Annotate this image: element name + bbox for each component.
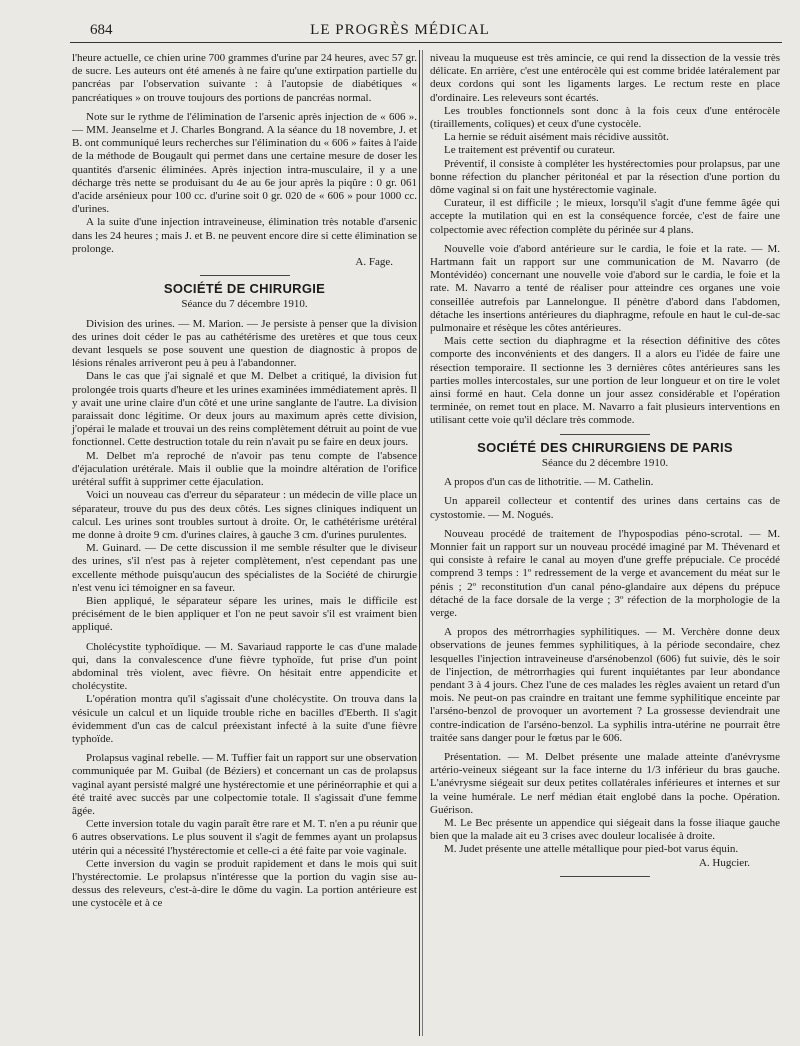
paragraph: M. Guinard. — De cette discussion il me semble résulter que le diviseur des urines, s'il n'est pas à rejeter complètement, n'est cependant pas une excellente méthode puisqu'aucun des spécialistes de la Société de chirurgie n'est venu ici témoigner en sa faveur. [72,542,417,594]
paragraph: La hernie se réduit aisément mais récidive aussitôt. [444,131,669,144]
paragraph: Préventif, il consiste à compléter les hystérectomies pour prolapsus, par une bonne réfection du plancher péritonéal et par la résection d'une portion du dôme vaginal si on fait une hystérectomie vaginale. [430,157,780,197]
paragraph: Prolapsus vaginal rebelle. — M. Tuffier fait un rapport sur une observation communiquée par M. Guibal (de Béziers) et concernant un cas de prolapsus vaginal ayant persisté malgré une hystérectomie et une périnéorraphie et qui a été traité avec succès par une colpectomie totale. Il s'agissait d'une femme âgée. [72,752,417,817]
section-date: Séance du 7 décembre 1910. [181,298,308,311]
paragraph: Nouvelle voie d'abord antérieure sur le cardia, le foie et la rate. — M. Hartmann fait un rapport sur une communication de M. Navarro (de Montévidéo) concernant une nouvelle voie d'abord sur le cardia, le foie et la rate. M. Navarro a tenté de réaliser pour atteindre ces organes une voie conseillée autrefois par Lannelongue. Il pénètre d'abord dans l'abdomen, détache les insertions antérieures du diaphragme, refoule en haut le cul-de-sac pulmonaire et résèque les côtes antérieures. [430,242,780,335]
paragraph: Les troubles fonctionnels sont donc à la fois ceux d'une entérocèle (tiraillements, coliques) et ceux d'une cystocèle. [430,104,780,131]
signature: A. Hugcier. [698,856,750,869]
paragraph: Présentation. — M. Delbet présente une malade atteinte d'anévrysme artério-veineux siégeant sur la face interne du 1/3 inférieur du bras gauche. L'anévrysme siégeait sur deux petites collatérales inférieures et internes et sur la veine humérale. Le nerf médian était englobé dans la poche. Opération. Guérison. [430,750,780,816]
paragraph: Voici un nouveau cas d'erreur du séparateur : un médecin de ville place un séparateur, trouve du pus des deux côtés. Les signes cliniques indiquent un calcul. Les urines sont troubles surtout à droite. Or, le cathétérisme urétéral me donne à droite 9 cm. d'urines claires, à gauche 3 cm. d'urines purulentes. [72,489,417,541]
section-date: Séance du 2 décembre 1910. [541,456,669,469]
paragraph: Bien appliqué, le séparateur sépare les urines, mais le difficile est précisément de le bien appliquer et l'on ne peut savoir s'il est vraiment bien appliqué. [72,594,417,634]
paragraph: Le traitement est préventif ou curateur. [444,144,616,157]
paragraph: M. Judet présente une attelle métallique pour pied-bot varus équin. [444,843,739,856]
paragraph: M. Le Bec présente un appendice qui siégeait dans la fosse iliaque gauche bien que la malade ait eu 3 crises avec douleur localisée à droite. [430,816,780,843]
running-title: LE PROGRÈS MÉDICAL [310,22,490,38]
paragraph: Un appareil collecteur et contentif des urines dans certains cas de cystostomie. — M. Nogués. [430,495,780,521]
paragraph: l'heure actuelle, ce chien urine 700 grammes d'urine par 24 heures, avec 57 gr. de sucre. Les auteurs ont été amenés à ne faire qu'une extirpation partielle du pancréas par l'observation suivante : à l'autopsie de diabétiques « pancréatiques » on trouve toujours des portions de pancréas normal. [72,52,417,104]
page-number: 684 [90,22,113,38]
paragraph: Division des urines. — M. Marion. — Je persiste à penser que la division des urines doit céder le pas au cathétérisme des uretères et que tous ceux devant lesquels se pose souvent une question de diagnostic à propos de lésions rénales arriveront peu à peu à l'abandonner. [72,317,417,370]
column-divider [419,50,420,1036]
paragraph: Note sur le rythme de l'élimination de l'arsenic après injection de « 606 ». — MM. Jeanselme et J. Charles Bongrand. A la séance du 18 novembre, J. et B. ont communiqué leurs recherches sur l'élimination du « 606 » faites à l'aide de la méthode de Bougault qui permet dans une certaine mesure de doser les quantités d'arsenic éliminées. Après injection intra-musculaire, il y a une décharge très nette se produisant du 4e au 6e jour après la piqûre : 0 gr. 061 d'acide arsénieux pour 100 cc. d'urine soit 0 gr. 020 de « 606 » pour 1000 cc. d'urines. [72,110,417,216]
paragraph: niveau la muqueuse est très amincie, ce qui rend la dissection de la vessie très délicate. En arrière, c'est une entérocèle qui est comme bridée latéralement par deux cordons qui sont les ligaments larges. Le rectum reste en place d'ordinaire. Les releveurs sont écartés. [430,52,780,104]
paragraph: Cette inversion du vagin se produit rapidement et dans le mois qui suit l'hystérectomie. Le prolapsus n'intéresse que la portion du vagin sise au-dessus des releveurs, c'est-à-dire le dôme du vagin. La portion antérieure est une cystocèle et à ce [72,857,417,910]
signature: A. Fage. [355,256,393,269]
right-column [430,52,780,883]
closing-rule [560,876,650,877]
paragraph: M. Delbet m'a reproché de n'avoir pas tenu compte de l'absence d'éjaculation urétérale. Mais il oublie que la moindre altération de l'orifice urétéral suffit à supprimer cette éjaculation. [72,449,417,489]
page-header [0,22,800,44]
paragraph: Cette inversion totale du vagin paraît être rare et M. T. n'en a pu réunir que 6 autres observations. Le plus souvent il s'agit de femmes ayant un prolapsus utérin qui a nécessité l'hystérectomie et celle-ci a été faite par voie vaginale. [72,818,417,857]
section-title: SOCIÉTÉ DES CHIRURGIENS DE PARIS [477,439,733,455]
paragraph: Mais cette section du diaphragme et la résection définitive des côtes comporte des inconvénients et des dangers. Il a alors eu l'idée de faire une résection temporaire. Il sectionne les 3 dernières côtes antérieures sans les parties molles intercostales, sur une portion de leur longueur et on tire le volet ainsi formé en haut. Cela donne un jour assez considérable et l'opération terminée, on remet tout en place. M. Navarro a fait plusieurs interventions en utilisant cette voie qu'il déclare très commode. [430,335,780,427]
section-rule [200,275,290,276]
paragraph: Curateur, il est difficile ; le mieux, lorsqu'il s'agit d'une femme âgée qui accepte la mutilation qui en est la conséquence forcée, c'est de faire une colpectomie avec réfection complète du périnée sur 4 plans. [430,197,780,236]
paragraph: L'opération montra qu'il s'agissait d'une cholécystite. On trouva dans la vésicule un calcul et un liquide trouble riche en bacilles d'Eberth. Il s'agit évidemment d'un cas de calcul préexistant infecté à la suite d'une fièvre typhoïde. [72,693,417,745]
left-column [72,52,417,911]
header-rule [70,42,782,43]
section-rule [560,434,650,435]
paragraph: A propos d'un cas de lithotritie. — M. Cathelin. [444,476,654,489]
section-title: SOCIÉTÉ DE CHIRURGIE [163,281,326,297]
paragraph: Cholécystite typhoïdique. — M. Savariaud rapporte le cas d'une malade qui, dans la convalescence d'une fièvre typhoïde, fut prise d'un point abdominal très violent, avec fièvre. On hésitait entre appendicite et cholécystite. [72,640,417,693]
paragraph: Dans le cas que j'ai signalé et que M. Delbet a critiqué, la division fut prolongée trois quarts d'heure et les urines examinées immédiatement après. Il y avait une urine claire d'un côté et une urine sanglante de l'autre. La division paraissait donc légitime. Or deux jours au maximum après cette division, j'opérai le malade et trouvai un des reins complètement détruit au point de vue fonctionnel. Cette destruction totale du rein n'avait pu se faire en deux jours. [72,370,417,449]
paragraph: A propos des métrorrhagies syphilitiques. — M. Verchère donne deux observations de jeunes femmes syphilitiques, à la période secondaire, chez lesquelles l'injection intraveineuse d'arsénobenzol (606) fut suivie, dès le soir de l'injection, de métrorrhagies qui furent inquiétantes par leur abondance pendant 3 à 4 jours. Chez l'une de ces malades les règles avaient un retard d'un mois. Ne peut-on pas craindre en traitant une femme syphilitique enceinte par l'arséno-benzol de provoquer un avortement ? La grossesse deviendrait une contre-indication de l'arséno-benzol. La syphilis intra-utérine ne pourrait être traitée sans danger pour le fœtus par le 606. [430,626,780,744]
column-divider [422,50,423,1036]
paragraph: A la suite d'une injection intraveineuse, élimination très notable d'arsenic dans les 24 heures ; mais J. et B. ne peuvent encore dire si cette élimination se prolonge. [72,216,417,255]
paragraph: Nouveau procédé de traitement de l'hypospodias péno-scrotal. — M. Monnier fait un rapport sur un nouveau procédé imaginé par M. Thévenard et qui consiste à refaire le canal au moyen d'une greffe prépuciale. Ce procédé comprend 3 temps : 1º redressement de la verge et avancement du méat sur le pénis ; 2º reconstitution d'un canal péno-glandaire aux dépens du prépuce détaché de la face dorsale de la verge ; 3º réfection de la morphologie de la verge. [430,527,780,619]
